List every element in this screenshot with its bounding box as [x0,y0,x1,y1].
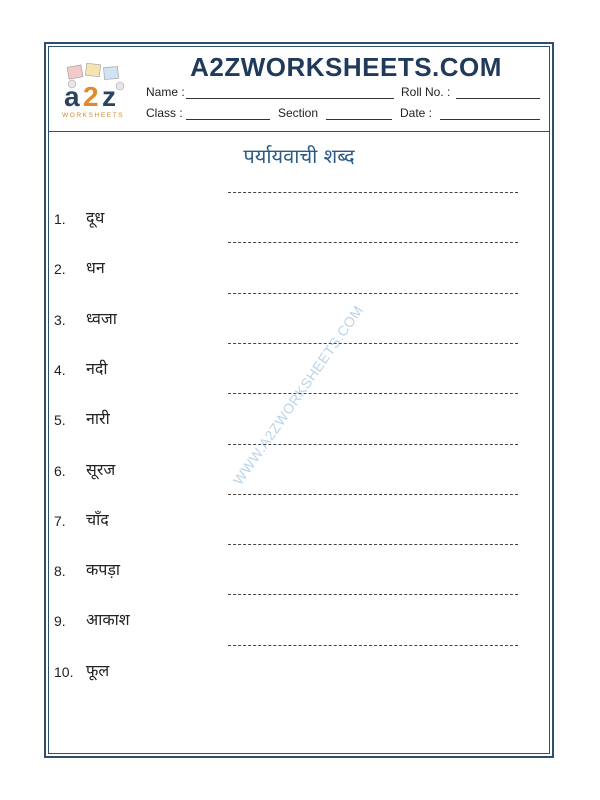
date-label: Date : [400,106,433,120]
answer-line[interactable] [228,242,518,243]
watermark: WWW.A2ZWORKSHEETS.COM [229,302,367,488]
question-row [52,205,542,231]
name-field-line[interactable] [186,98,394,99]
answer-line[interactable] [228,192,518,193]
section-label: Section [278,106,319,120]
class-label: Class : [146,106,183,120]
question-row [52,607,542,633]
answer-line[interactable] [228,293,518,294]
question-number: 2. [54,261,66,277]
question-row [52,507,542,533]
class-field-line[interactable] [186,119,270,120]
question-number: 8. [54,563,66,579]
site-title: A2ZWORKSHEETS.COM [190,52,502,82]
worksheet-title: पर्यायवाची शब्द [243,144,355,168]
answer-line[interactable] [228,393,518,394]
name-label: Name : [146,85,185,99]
roll-number-field-line[interactable] [456,98,540,99]
svg-text:a: a [64,81,80,112]
answer-line[interactable] [228,343,518,344]
question-row [52,658,542,684]
question-row [52,306,542,332]
question-word: चाँद [86,510,109,529]
question-row [52,557,542,583]
answer-line[interactable] [228,594,518,595]
question-row [52,255,542,281]
svg-text:WORKSHEETS: WORKSHEETS [62,112,125,119]
question-word: सूरज [86,460,116,479]
answer-line[interactable] [228,645,518,646]
question-word: कपड़ा [86,560,121,579]
question-number: 7. [54,513,66,529]
header-divider [48,131,550,132]
question-number: 3. [54,312,66,328]
answer-line[interactable] [228,494,518,495]
svg-text:z: z [102,81,116,112]
question-number: 6. [54,463,66,479]
question-word: फूल [86,661,110,680]
question-number: 10. [54,664,74,680]
section-field-line[interactable] [326,119,392,120]
question-number: 1. [54,211,66,227]
question-word: नदी [86,359,108,378]
question-word: ध्वजा [86,309,117,328]
a2z-logo [58,62,136,120]
question-word: नारी [86,409,110,428]
answer-line[interactable] [228,544,518,545]
question-row [52,457,542,483]
question-word: आकाश [86,610,130,629]
question-number: 4. [54,362,66,378]
date-field-line[interactable] [440,119,540,120]
question-word: दूध [86,208,105,227]
answer-line[interactable] [228,444,518,445]
question-row [52,406,542,432]
question-word: धन [86,258,105,277]
question-number: 5. [54,412,66,428]
question-number: 9. [54,613,66,629]
svg-text:2: 2 [83,81,99,112]
roll-number-label: Roll No. : [401,85,451,99]
question-row [52,356,542,382]
